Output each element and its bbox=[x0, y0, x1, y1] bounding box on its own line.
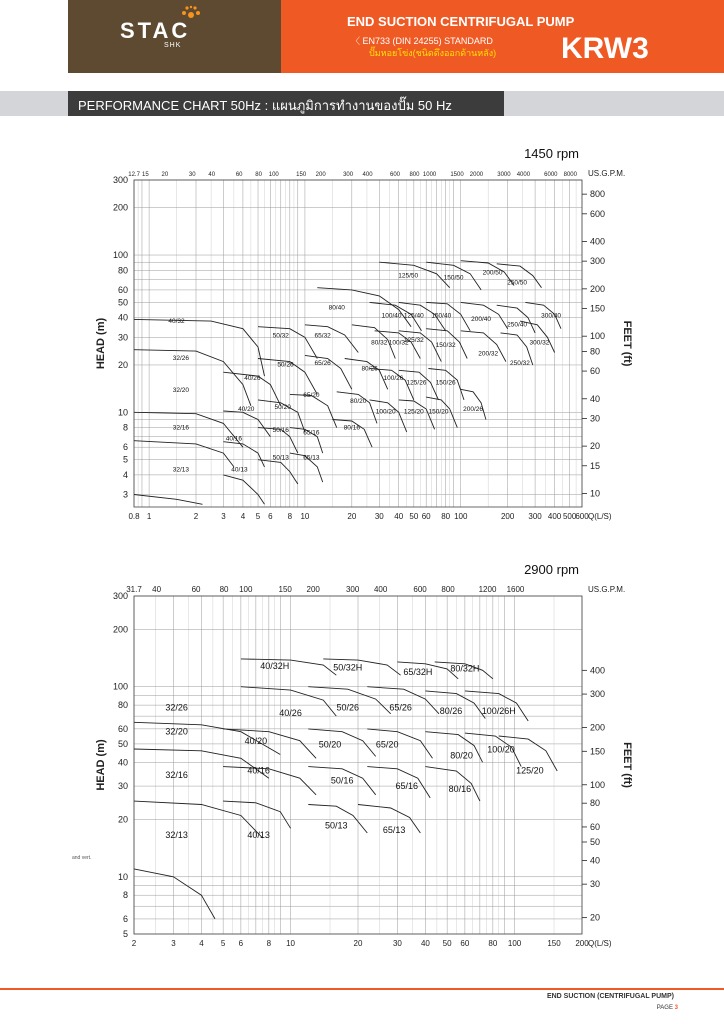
x-tick-label: 6 bbox=[268, 512, 273, 521]
gpm-tick-label: 40 bbox=[152, 585, 162, 594]
ft-tick-label: 40 bbox=[590, 393, 601, 404]
x-tick-label: 40 bbox=[394, 512, 404, 521]
x-tick-label: 200 bbox=[500, 512, 515, 521]
ft-tick-label: 200 bbox=[590, 722, 606, 733]
curve-label: 200/32 bbox=[478, 350, 499, 358]
y-tick-label: 40 bbox=[117, 757, 128, 768]
gpm-tick-label: 40 bbox=[208, 172, 216, 178]
x-tick-label: 50 bbox=[409, 512, 419, 521]
y-tick-label: 5 bbox=[122, 454, 128, 465]
y-axis-label: HEAD (m) bbox=[95, 739, 107, 791]
pump-curve-50-13 bbox=[258, 460, 298, 484]
y-tick-label: 200 bbox=[112, 624, 128, 635]
ft-tick-label: 60 bbox=[590, 366, 601, 377]
pump-curve-40-20 bbox=[223, 729, 316, 758]
curve-label: 80/20 bbox=[450, 750, 473, 761]
y-tick-label: 100 bbox=[112, 250, 128, 261]
page-header bbox=[68, 0, 724, 73]
gpm-tick-label: 1000 bbox=[422, 172, 437, 178]
curve-label: 32/13 bbox=[172, 466, 190, 474]
ft-tick-label: 60 bbox=[590, 821, 601, 832]
curve-label: 65/20 bbox=[303, 392, 320, 400]
ft-tick-label: 15 bbox=[590, 460, 601, 471]
model-code: KRW3 bbox=[561, 32, 649, 65]
y-tick-label: 200 bbox=[112, 202, 128, 213]
grid bbox=[134, 596, 582, 934]
x-tick-label: 3 bbox=[221, 512, 226, 521]
y-tick-label: 6 bbox=[122, 442, 128, 453]
curve-label: 32/20 bbox=[165, 726, 188, 737]
x-tick-label: 40 bbox=[420, 939, 430, 948]
gpm-tick-label: 60 bbox=[235, 172, 243, 178]
gpm-tick-label: 12.7 bbox=[128, 172, 140, 178]
pump-curve-200-26 bbox=[461, 389, 486, 419]
curve-label: 80/20 bbox=[350, 397, 367, 405]
curve-label: 32/16 bbox=[165, 770, 188, 781]
x-tick-label: 0.8 bbox=[128, 512, 140, 521]
y-tick-label: 8 bbox=[122, 890, 128, 901]
y-tick-label: 50 bbox=[117, 738, 128, 749]
gpm-tick-label: 800 bbox=[409, 172, 420, 178]
pump-curve-40-32 bbox=[134, 319, 265, 376]
curve-label: 65/32H bbox=[403, 667, 433, 678]
y-tick-label: 20 bbox=[117, 814, 128, 825]
curve-label: 150/32 bbox=[435, 342, 456, 350]
gpm-tick-label: 100 bbox=[268, 172, 279, 178]
gpm-tick-label: 8000 bbox=[563, 172, 577, 178]
ft-tick-label: 40 bbox=[590, 855, 601, 866]
speed-label: 2900 rpm bbox=[524, 562, 579, 577]
ft-tick-label: 300 bbox=[590, 256, 606, 267]
footer-text: END SUCTION (CENTRIFUGAL PUMP) bbox=[546, 993, 674, 1000]
side-note: and vert. bbox=[72, 855, 92, 861]
curve-label: 300/40 bbox=[541, 312, 562, 320]
curve-label: 150/50 bbox=[443, 274, 464, 282]
ft-axis-label: FEET (ft) bbox=[621, 742, 633, 788]
curve-label: 65/32 bbox=[314, 332, 331, 340]
x-tick-label: 20 bbox=[353, 939, 363, 948]
y-tick-label: 80 bbox=[117, 700, 128, 711]
gpm-tick-label: 800 bbox=[441, 585, 455, 594]
curve-label: 32/26 bbox=[172, 355, 190, 363]
pump-curve-100-20 bbox=[370, 400, 407, 432]
x-axis-label: Q(L/S) bbox=[588, 512, 612, 521]
y-tick-label: 3 bbox=[122, 489, 128, 500]
footer-line bbox=[0, 988, 724, 990]
x-tick-label: 300 bbox=[528, 512, 542, 521]
gpm-tick-label: 600 bbox=[390, 172, 401, 178]
gpm-tick-label: 2000 bbox=[469, 172, 484, 178]
ft-tick-label: 200 bbox=[590, 283, 606, 294]
pump-curve-40-16 bbox=[223, 442, 264, 467]
brand-sub: SHK bbox=[164, 42, 182, 49]
y-tick-label: 4 bbox=[122, 469, 128, 480]
gpm-tick-label: 200 bbox=[315, 172, 326, 178]
curve-label: 50/32 bbox=[272, 332, 289, 340]
page-label: PAGE bbox=[656, 1005, 673, 1011]
gpm-tick-label: 80 bbox=[219, 585, 229, 594]
x-tick-label: 5 bbox=[220, 939, 226, 948]
x-tick-label: 1 bbox=[146, 512, 152, 521]
curve-label: 250/32 bbox=[510, 359, 530, 367]
curve-label: 50/26 bbox=[336, 702, 360, 713]
curve-label: 40/26 bbox=[279, 708, 302, 719]
curve-label: 200/26 bbox=[463, 405, 484, 413]
curve-label: 50/16 bbox=[330, 775, 354, 786]
ft-tick-label: 300 bbox=[590, 689, 606, 700]
curve-label: 40/32H bbox=[260, 660, 290, 671]
gpm-tick-label: 400 bbox=[362, 172, 373, 178]
gpm-tick-label: 4000 bbox=[516, 172, 531, 178]
ft-tick-label: 100 bbox=[590, 779, 606, 790]
x-tick-label: 3 bbox=[171, 939, 176, 948]
curve-label: 50/13 bbox=[272, 454, 289, 462]
x-tick-label: 20 bbox=[347, 512, 357, 521]
plot-frame bbox=[134, 180, 582, 507]
ft-tick-label: 400 bbox=[590, 665, 606, 676]
gpm-tick-label: 60 bbox=[191, 585, 201, 594]
brand-logo-box bbox=[68, 0, 281, 73]
x-tick-label: 80 bbox=[488, 939, 498, 948]
ft-tick-label: 80 bbox=[590, 798, 601, 809]
curve-label: 100/20 bbox=[487, 744, 515, 755]
pump-curve-32-13 bbox=[134, 495, 203, 505]
gpm-tick-label: 200 bbox=[306, 585, 320, 594]
pump-curve-65-32 bbox=[305, 325, 358, 353]
curve-label: 40/13 bbox=[247, 829, 270, 840]
pump-curve-40-20 bbox=[223, 411, 270, 437]
curve-label: 50/32H bbox=[333, 662, 363, 673]
gpm-tick-label: 20 bbox=[161, 172, 169, 178]
ft-tick-label: 600 bbox=[590, 208, 606, 219]
x-tick-label: 100 bbox=[507, 939, 522, 948]
y-tick-label: 30 bbox=[117, 781, 128, 792]
curve-label: 100/20 bbox=[375, 408, 396, 416]
curve-label: 65/26 bbox=[389, 702, 412, 713]
footer-page bbox=[657, 1005, 678, 1011]
curve-label: 200/40 bbox=[471, 316, 492, 324]
curve-label: 50/16 bbox=[272, 426, 289, 434]
gpm-tick-label: 1500 bbox=[450, 172, 464, 178]
ft-tick-label: 400 bbox=[590, 236, 606, 247]
gpm-tick-label: 30 bbox=[188, 172, 196, 178]
curve-label: 80/40 bbox=[328, 304, 345, 312]
x-tick-label: 400 bbox=[547, 512, 562, 521]
y-tick-label: 50 bbox=[117, 297, 128, 308]
gpm-tick-label: 6000 bbox=[544, 172, 558, 178]
gpm-tick-label: 150 bbox=[296, 172, 307, 178]
curve-label: 50/26 bbox=[277, 361, 294, 369]
x-tick-label: 2 bbox=[131, 939, 137, 948]
curve-label: 40/26 bbox=[244, 375, 261, 383]
ft-tick-label: 30 bbox=[590, 413, 601, 424]
curve-label: 125/20 bbox=[516, 765, 544, 776]
curve-label: 250/40 bbox=[507, 321, 528, 329]
gpm-tick-label: 150 bbox=[278, 585, 292, 594]
ft-tick-label: 20 bbox=[590, 912, 601, 923]
ft-tick-label: 800 bbox=[590, 189, 606, 200]
y-tick-label: 10 bbox=[117, 871, 128, 882]
y-tick-label: 6 bbox=[122, 913, 128, 924]
y-tick-label: 300 bbox=[112, 591, 128, 601]
x-tick-label: 100 bbox=[454, 512, 468, 521]
y-tick-label: 10 bbox=[117, 407, 128, 418]
curve-label: 65/13 bbox=[382, 824, 406, 835]
x-tick-label: 200 bbox=[575, 939, 589, 948]
x-axis-label: Q(L/S) bbox=[588, 939, 612, 948]
gpm-tick-label: 1200 bbox=[478, 585, 497, 594]
curve-label: 80/26 bbox=[439, 705, 463, 716]
curve-label: 40/20 bbox=[238, 405, 255, 413]
curve-label: 150/26 bbox=[435, 379, 456, 387]
x-tick-label: 10 bbox=[286, 939, 296, 948]
curve-label: 125/32 bbox=[403, 336, 424, 344]
y-tick-label: 300 bbox=[112, 175, 128, 185]
x-tick-label: 5 bbox=[255, 512, 261, 521]
curve-label: 50/13 bbox=[325, 820, 348, 831]
x-tick-label: 4 bbox=[199, 939, 204, 948]
curve-label: 80/16 bbox=[448, 783, 472, 794]
gpm-tick-label: 600 bbox=[413, 585, 427, 594]
curve-label: 32/13 bbox=[165, 829, 188, 840]
gpm-tick-label: 31.7 bbox=[126, 585, 142, 594]
curve-label: 32/20 bbox=[172, 386, 190, 394]
y-tick-label: 80 bbox=[117, 265, 128, 276]
x-tick-label: 6 bbox=[238, 939, 244, 948]
x-tick-label: 60 bbox=[460, 939, 470, 948]
curve-label: 150/20 bbox=[428, 408, 449, 416]
curve-label: 250/50 bbox=[507, 279, 528, 287]
y-tick-label: 30 bbox=[117, 332, 128, 343]
curve-label: 100/26 bbox=[383, 375, 404, 383]
curve-label: 65/16 bbox=[303, 429, 320, 437]
curve-label: 125/26 bbox=[406, 379, 427, 387]
x-tick-label: 4 bbox=[240, 512, 246, 521]
x-tick-label: 30 bbox=[374, 512, 384, 521]
pump-curve-65-20 bbox=[290, 394, 337, 427]
pump-curve-40-13 bbox=[223, 475, 264, 504]
gpm-tick-label: 3000 bbox=[497, 172, 511, 178]
curve-label: 32/16 bbox=[172, 424, 190, 432]
x-tick-label: 60 bbox=[421, 512, 431, 521]
x-tick-label: 600 bbox=[575, 512, 589, 521]
curve-label: 100/26H bbox=[481, 705, 516, 716]
curve-label: 125/20 bbox=[403, 408, 424, 416]
curve-label: 125/50 bbox=[398, 272, 419, 280]
ft-tick-label: 100 bbox=[590, 331, 606, 342]
y-tick-label: 60 bbox=[117, 723, 128, 734]
y-tick-label: 100 bbox=[112, 681, 128, 692]
page-number: 3 bbox=[674, 1005, 678, 1011]
pump-curve-32-13 bbox=[134, 869, 215, 919]
y-tick-label: 60 bbox=[117, 284, 128, 295]
curve-label: 125/40 bbox=[403, 312, 424, 320]
curve-label: 65/26 bbox=[314, 359, 331, 367]
section-title: PERFORMANCE CHART 50Hz : แผนภูมิการทำงานของปั๊ม 50 Hz bbox=[78, 98, 452, 113]
ft-tick-label: 80 bbox=[590, 346, 601, 357]
y-axis-label: HEAD (m) bbox=[95, 317, 107, 370]
y-tick-label: 20 bbox=[117, 359, 128, 370]
curve-label: 100/32 bbox=[388, 339, 409, 347]
curve-label: 50/20 bbox=[318, 739, 342, 750]
curve-label: 40/16 bbox=[247, 765, 270, 776]
gpm-tick-label: 100 bbox=[239, 585, 253, 594]
pump-curve-80-26 bbox=[345, 359, 388, 390]
x-tick-label: 500 bbox=[562, 512, 577, 521]
performance-chart-2900rpm bbox=[0, 560, 724, 955]
ft-tick-label: 150 bbox=[590, 746, 606, 757]
curve-label: 100/40 bbox=[381, 312, 402, 320]
curve-label: 40/32 bbox=[168, 317, 185, 325]
curve-label: 65/16 bbox=[395, 780, 418, 791]
performance-chart-1450rpm bbox=[0, 140, 724, 530]
thai-subtitle: ปั๊มหอยโข่ง(ชนิดดึงออกด้านหลัง) bbox=[369, 48, 497, 58]
curve-label: 40/20 bbox=[244, 735, 268, 746]
ft-tick-label: 30 bbox=[590, 879, 601, 890]
document-title: END SUCTION CENTRIFUGAL PUMP bbox=[347, 14, 575, 29]
chevron-left-icon: 〈 bbox=[351, 36, 361, 46]
standard-text: EN733 (DIN 24255) STANDARD bbox=[362, 36, 493, 46]
curve-label: 150/40 bbox=[431, 312, 452, 320]
curve-label: 65/20 bbox=[375, 739, 399, 750]
ft-tick-label: 50 bbox=[590, 836, 601, 847]
gpm-tick-label: 15 bbox=[142, 172, 149, 178]
gpm-tick-label: 1600 bbox=[506, 585, 525, 594]
curve-label: 40/13 bbox=[231, 466, 248, 474]
speed-label: 1450 rpm bbox=[524, 146, 579, 161]
grid bbox=[134, 180, 582, 507]
y-tick-label: 8 bbox=[122, 422, 128, 433]
ft-tick-label: 20 bbox=[590, 441, 601, 452]
gpm-axis-label: US.G.P.M. bbox=[588, 169, 626, 178]
gpm-tick-label: 300 bbox=[343, 172, 354, 178]
x-tick-label: 2 bbox=[193, 512, 199, 521]
curve-label: 80/32H bbox=[450, 663, 480, 674]
title-box bbox=[281, 0, 724, 73]
brand-name: STAC bbox=[120, 18, 191, 43]
ft-tick-label: 150 bbox=[590, 303, 606, 314]
pump-curve-32-26 bbox=[134, 350, 251, 406]
curve-label: 200/50 bbox=[482, 269, 503, 277]
curve-label: 300/32 bbox=[529, 339, 550, 347]
x-tick-label: 50 bbox=[442, 939, 452, 948]
gpm-tick-label: 400 bbox=[373, 585, 388, 594]
x-tick-label: 8 bbox=[287, 512, 293, 521]
y-tick-label: 5 bbox=[122, 929, 128, 939]
pump-curve-80-20 bbox=[337, 392, 377, 424]
x-tick-label: 150 bbox=[547, 939, 561, 948]
x-tick-label: 10 bbox=[300, 512, 310, 521]
gpm-tick-label: 300 bbox=[345, 585, 360, 594]
gpm-tick-label: 80 bbox=[255, 172, 262, 178]
x-tick-label: 80 bbox=[441, 512, 451, 521]
x-tick-label: 30 bbox=[392, 939, 402, 948]
ft-tick-label: 10 bbox=[590, 488, 601, 499]
curve-label: 40/16 bbox=[225, 435, 243, 443]
gpm-axis-label: US.G.P.M. bbox=[588, 585, 626, 594]
curve-label: 65/13 bbox=[303, 454, 320, 462]
curve-label: 32/26 bbox=[165, 702, 188, 713]
curve-label: 80/26 bbox=[361, 365, 378, 373]
y-tick-label: 40 bbox=[117, 312, 128, 323]
curve-label: 50/20 bbox=[274, 403, 291, 411]
x-tick-label: 8 bbox=[266, 939, 272, 948]
ft-axis-label: FEET (ft) bbox=[621, 320, 633, 367]
curve-label: 80/32 bbox=[371, 339, 388, 347]
curve-label: 80/16 bbox=[343, 424, 360, 432]
